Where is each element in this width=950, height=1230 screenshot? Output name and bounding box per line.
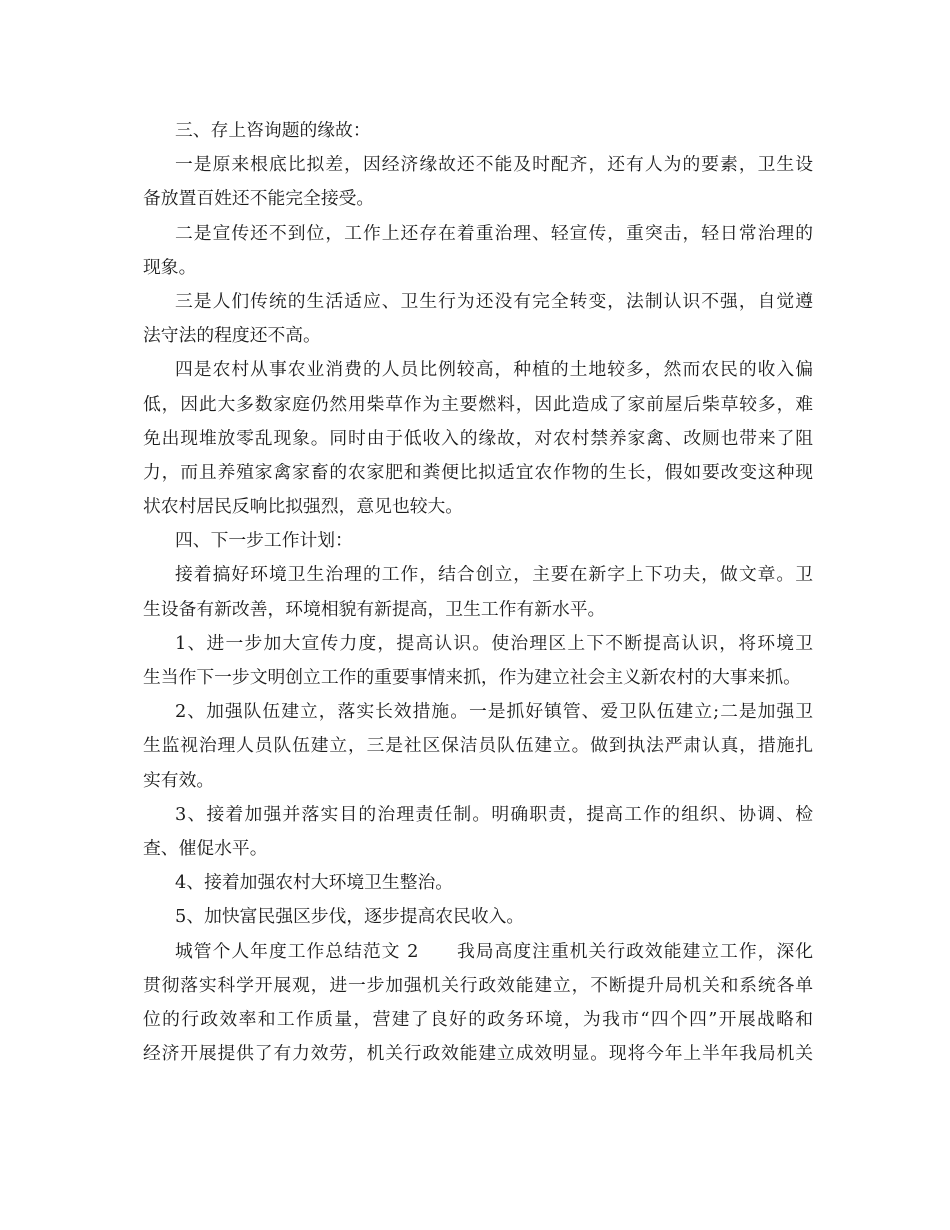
text-line: 备放置百姓还不能完全接受。 [143,188,375,210]
text-line: 经济开展提供了有力效劳，机关行政效能建立成效明显。现将今年上半年我局机关 [143,1043,813,1065]
text-line: 生监视治理人员队伍建立，三是社区保洁员队伍建立。做到执法严肃认真，措施扎 [143,735,813,757]
text-line: 2、加强队伍建立，落实长效措施。一是抓好镇管、爱卫队伍建立;二是加强卫 [175,701,813,723]
text-line: 实有效。 [143,769,215,791]
text-line: 现象。 [143,256,197,278]
document-body [143,114,813,1071]
text-line: 低，因此大多数家庭仍然用柴草作为主要燃料，因此造成了家前屋后柴草较多，难 [143,393,813,415]
text-line: 5、加快富民强区步伐，逐步提高农民收入。 [175,906,525,928]
text-line: 四是农村从事农业消费的人员比例较高，种植的土地较多，然而农民的收入偏 [175,359,813,381]
text-line: 1、进一步加大宣传力度，提高认识。使治理区上下不断提高认识，将环境卫 [175,632,813,654]
text-line: 二是宣传还不到位，工作上还存在着重治理、轻宣传，重突击，轻日常治理的 [175,222,813,244]
text-line: 查、催促水平。 [143,837,268,859]
text-line: 4、接着加强农村大环境卫生整治。 [175,872,454,894]
text-line: 位的行政效率和工作质量，营建了良好的政务环境，为我市“四个四”开展战略和 [143,1008,813,1030]
text-line: 一是原来根底比拟差，因经济缘故还不能及时配齐，还有人为的要素，卫生设 [175,154,813,176]
text-line: 城管个人年度工作总结范文 2 我局高度注重机关行政效能建立工作，深化 [175,940,813,962]
text-line: 免出现堆放零乱现象。同时由于低收入的缘故，对农村禁养家禽、改厕也带来了阻 [143,427,813,449]
text-line: 三、存上咨询题的缘故： [175,120,371,141]
text-line: 3、接着加强并落实目的治理责任制。明确职责，提高工作的组织、协调、检 [175,803,813,825]
text-line: 贯彻落实科学开展观，进一步加强机关行政效能建立，不断提升局机关和系统各单 [143,974,813,996]
text-line: 法守法的程度还不高。 [143,325,321,347]
text-line: 接着搞好环境卫生治理的工作，结合创立，主要在新字上下功夫，做文章。卫 [175,564,813,586]
text-line: 生设备有新改善，环境相貌有新提高，卫生工作有新水平。 [143,598,606,620]
text-line: 四、下一步工作计划： [175,530,353,552]
text-line: 生当作下一步文明创立工作的重要事情来抓，作为建立社会主义新农村的大事来抓。 [143,667,801,688]
text-line: 三是人们传统的生活适应、卫生行为还没有完全转变，法制认识不强，自觉遵 [175,290,813,312]
text-line: 力，而且养殖家禽家畜的农家肥和粪便比拟适宜农作物的生长，假如要改变这种现 [143,461,813,483]
text-line: 状农村居民反响比拟强烈，意见也较大。 [143,496,464,518]
